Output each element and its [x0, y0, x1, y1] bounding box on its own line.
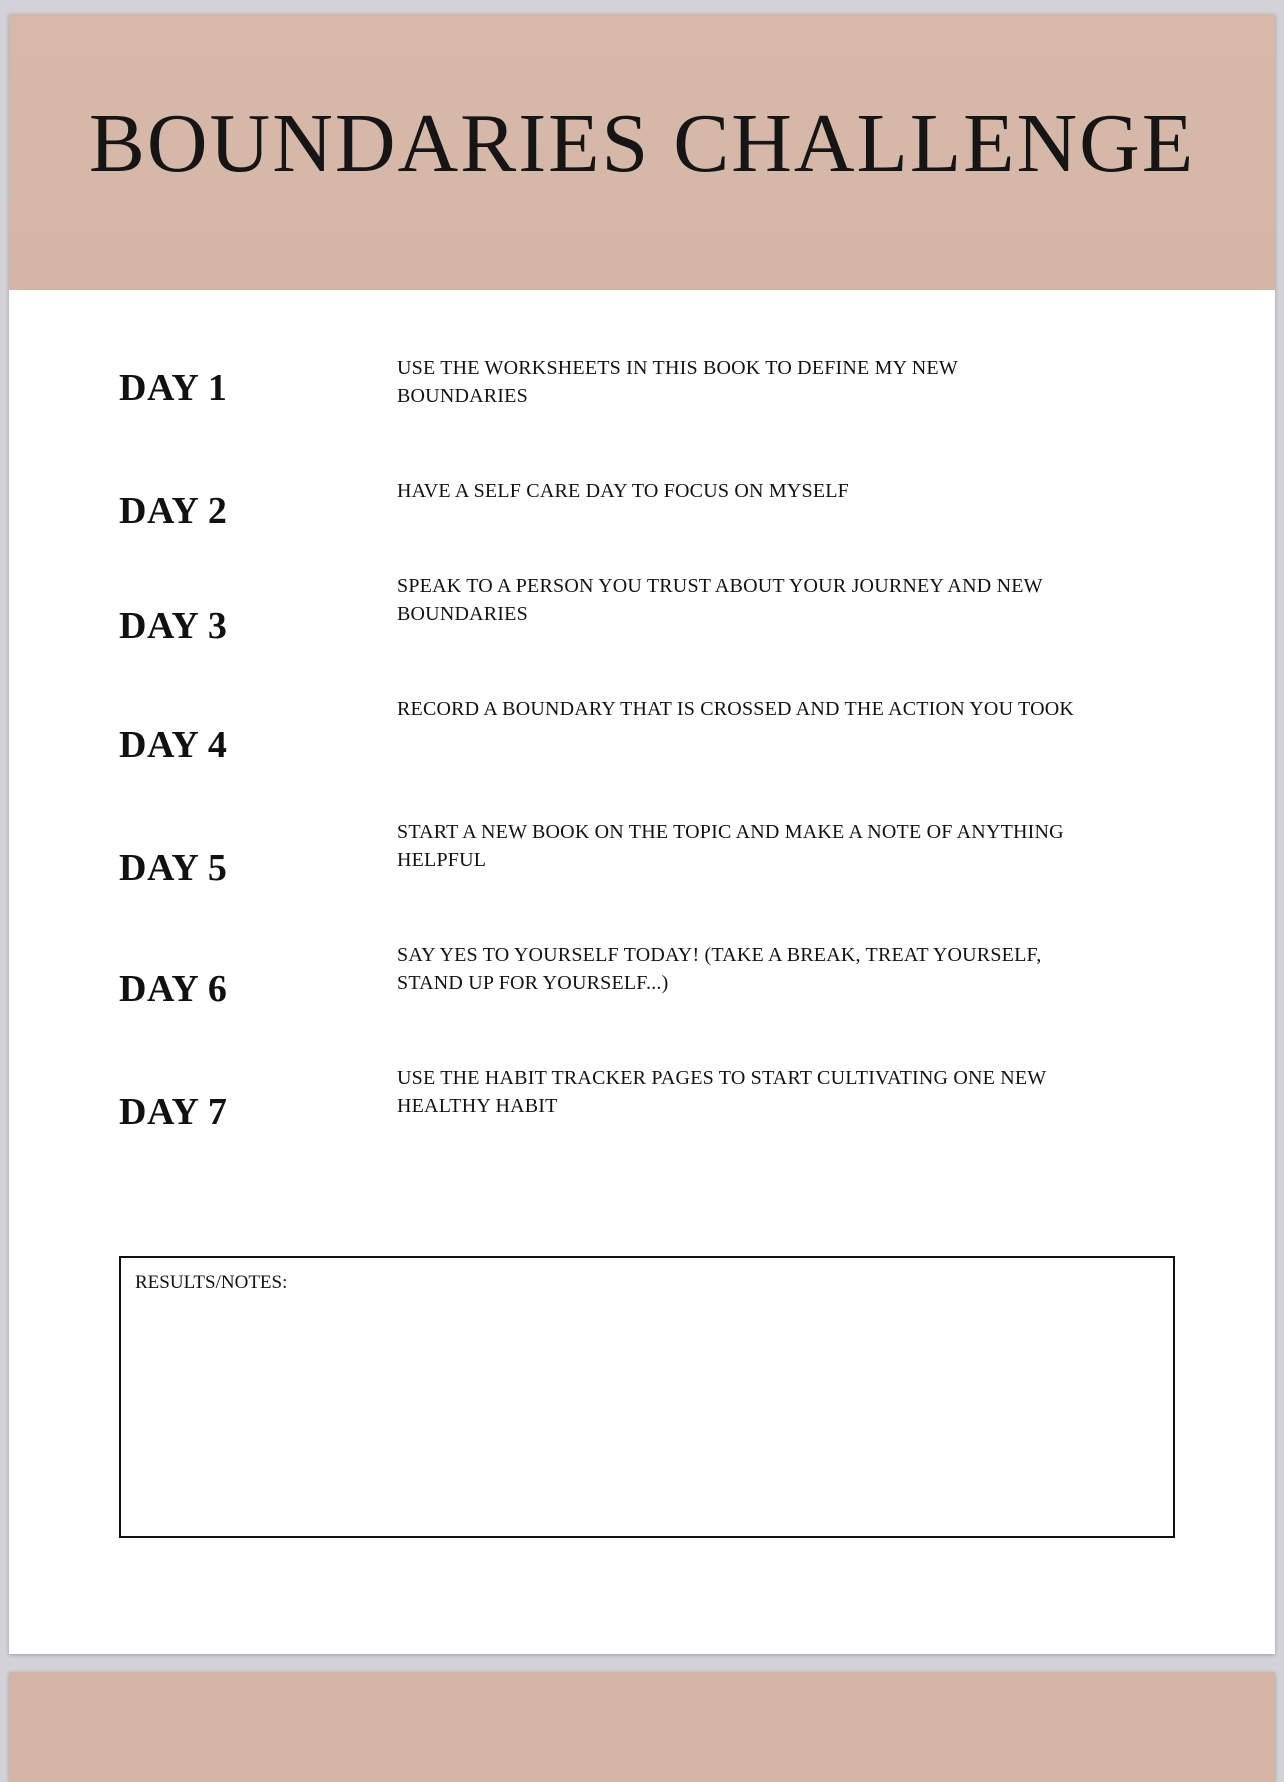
day-row-3	[9, 572, 1275, 692]
next-page-header-band	[9, 1672, 1275, 1782]
day-label: DAY 1	[119, 367, 228, 409]
day-task: START A NEW BOOK ON THE TOPIC AND MAKE A NOTE OF ANYTHING HELPFUL	[397, 821, 1064, 871]
day-task: RECORD A BOUNDARY THAT IS CROSSED AND THE ACTION YOU TOOK	[397, 698, 1075, 720]
day-label: DAY 2	[119, 490, 228, 532]
day-label: DAY 6	[119, 968, 228, 1010]
next-page-preview	[9, 1672, 1275, 1782]
day-row-5	[9, 818, 1275, 938]
worksheet-page	[9, 14, 1275, 1654]
day-row-6	[9, 941, 1275, 1061]
day-label: DAY 5	[119, 847, 228, 889]
results-notes-box[interactable]	[119, 1256, 1175, 1538]
day-row-1	[9, 354, 1275, 474]
day-label: DAY 7	[119, 1091, 228, 1133]
day-task: SAY YES TO YOURSELF TODAY! (TAKE A BREAK, TREAT YOURSELF, STAND UP FOR YOURSELF...)	[397, 944, 1042, 994]
header-band	[9, 14, 1275, 290]
day-task: USE THE HABIT TRACKER PAGES TO START CULTIVATING ONE NEW HEALTHY HABIT	[397, 1067, 1047, 1117]
day-task: HAVE A SELF CARE DAY TO FOCUS ON MYSELF	[397, 480, 849, 502]
day-task: SPEAK TO A PERSON YOU TRUST ABOUT YOUR JOURNEY AND NEW BOUNDARIES	[397, 575, 1043, 625]
day-label: DAY 3	[119, 605, 228, 647]
day-label: DAY 4	[119, 724, 228, 766]
day-row-7	[9, 1064, 1275, 1184]
page-title: BOUNDARIES CHALLENGE	[88, 97, 1196, 190]
day-row-4	[9, 695, 1275, 815]
day-task: USE THE WORKSHEETS IN THIS BOOK TO DEFINE MY NEW BOUNDARIES	[397, 357, 958, 407]
results-notes-label: RESULTS/NOTES:	[135, 1272, 288, 1293]
